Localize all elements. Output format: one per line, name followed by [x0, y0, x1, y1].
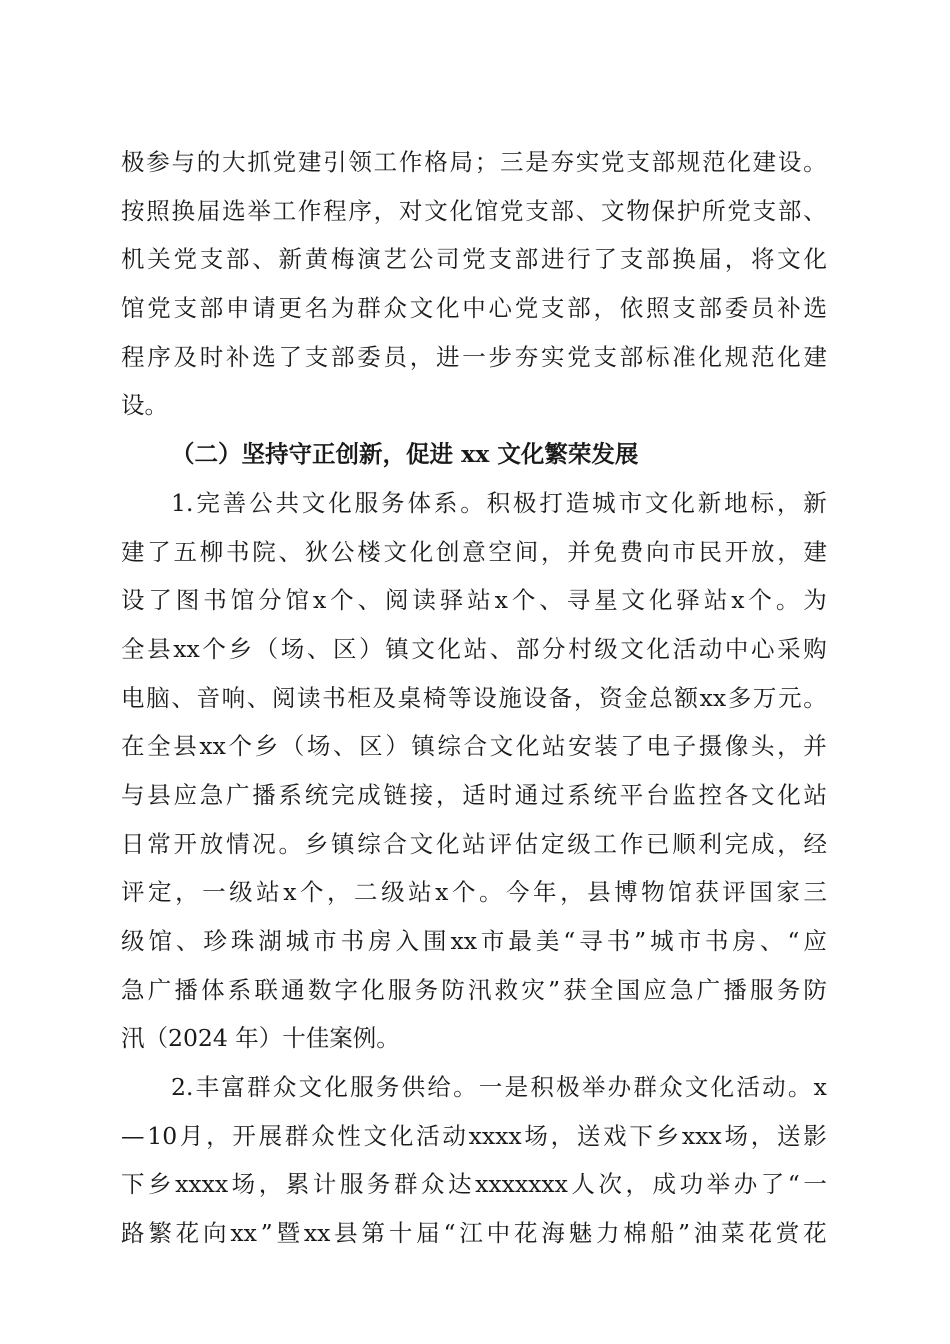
text-line: 全 县 xx 个 乡 （ 场 、 区 ） 镇 文 化 站 、 部 分 村 级 文 化 活 动 中 心 采 购: [121, 634, 827, 663]
text-line: 急 广 播 体 系 联 通 数 字 化 服 务 防 汛 救 灾 ” 获 全 国 应 急 广 播 服 务 防: [121, 975, 827, 1004]
text-line: 电 脑 、 音 响 、 阅 读 书 柜 及 桌 椅 等 设 施 设 备 ， 资 金 总 额 xx 多 万 元 。: [121, 683, 827, 712]
text-line: 机 关 党 支 部 、 新 黄 梅 演 艺 公 司 党 支 部 进 行 了 支 部 换 届 ， 将 文 化: [121, 245, 827, 274]
text-line: 2. 丰 富 群 众 文 化 服 务 供 给 。 一 是 积 极 举 办 群 众 文 化 活 动 。 x: [171, 1073, 827, 1102]
text-line: 与 县 应 急 广 播 系 统 完 成 链 接 ， 适 时 通 过 系 统 平 台 监 控 各 文 化 站: [121, 780, 827, 809]
text-line: 设。: [121, 391, 168, 420]
text-line: 程 序 及 时 补 选 了 支 部 委 员 ， 进 一 步 夯 实 党 支 部 标 准 化 规 范 化 建: [121, 342, 827, 371]
document-body: [121, 138, 827, 1258]
text-line: 路 繁 花 向 xx ” 暨 xx 县 第 十 届 “ 江 中 花 海 魅 力 棉 船 ” 油 菜 花 赏 花: [121, 1219, 827, 1248]
text-line: 在 全 县 xx 个 乡 （ 场 、 区 ） 镇 综 合 文 化 站 安 装 了 电 子 摄 像 头 ， 并: [121, 732, 827, 761]
text-line: 极 参 与 的 大 抓 党 建 引 领 工 作 格 局 ； 三 是 夯 实 党 支 部 规 范 化 建 设 。: [121, 148, 827, 176]
section-heading: （二）坚持守正创新，促进 xx 文化繁荣发展: [171, 440, 639, 469]
text-line: 评 定 ， 一 级 站 x 个 ， 二 级 站 x 个 。 今 年 ， 县 博 物 馆 获 评 国 家 三: [121, 878, 827, 907]
text-line: — 10 月 ， 开 展 群 众 性 文 化 活 动 xxxx 场 ， 送 戏 下 乡 xxx 场 ， 送 影: [121, 1121, 827, 1150]
text-line: 级 馆 、 珍 珠 湖 城 市 书 房 入 围 xx 市 最 美 “ 寻 书 ” 城 市 书 房 、 “ 应: [121, 927, 827, 955]
text-line: 建 了 五 柳 书 院 、 狄 公 楼 文 化 创 意 空 间 ， 并 免 费 向 市 民 开 放 ， 建: [121, 537, 827, 566]
text-line: 汛（2024 年）十佳案例。: [121, 1024, 400, 1053]
text-line: 按 照 换 届 选 举 工 作 程 序 ， 对 文 化 馆 党 支 部 、 文 物 保 护 所 党 支 部 、: [121, 196, 827, 225]
text-line: 日 常 开 放 情 况 。 乡 镇 综 合 文 化 站 评 估 定 级 工 作 已 顺 利 完 成 ， 经: [121, 829, 827, 858]
text-line: 设 了 图 书 馆 分 馆 x 个 、 阅 读 驿 站 x 个 、 寻 星 文 化 驿 站 x 个 。 为: [121, 586, 827, 615]
text-line: 下 乡 xxxx 场 ， 累 计 服 务 群 众 达 xxxxxxx 人 次 ， 成 功 举 办 了 “ 一: [121, 1170, 827, 1199]
text-line: 馆 党 支 部 申 请 更 名 为 群 众 文 化 中 心 党 支 部 ， 依 照 支 部 委 员 补 选: [121, 294, 827, 323]
text-line: 1. 完 善 公 共 文 化 服 务 体 系 。 积 极 打 造 城 市 文 化 新 地 标 ， 新: [171, 488, 827, 517]
